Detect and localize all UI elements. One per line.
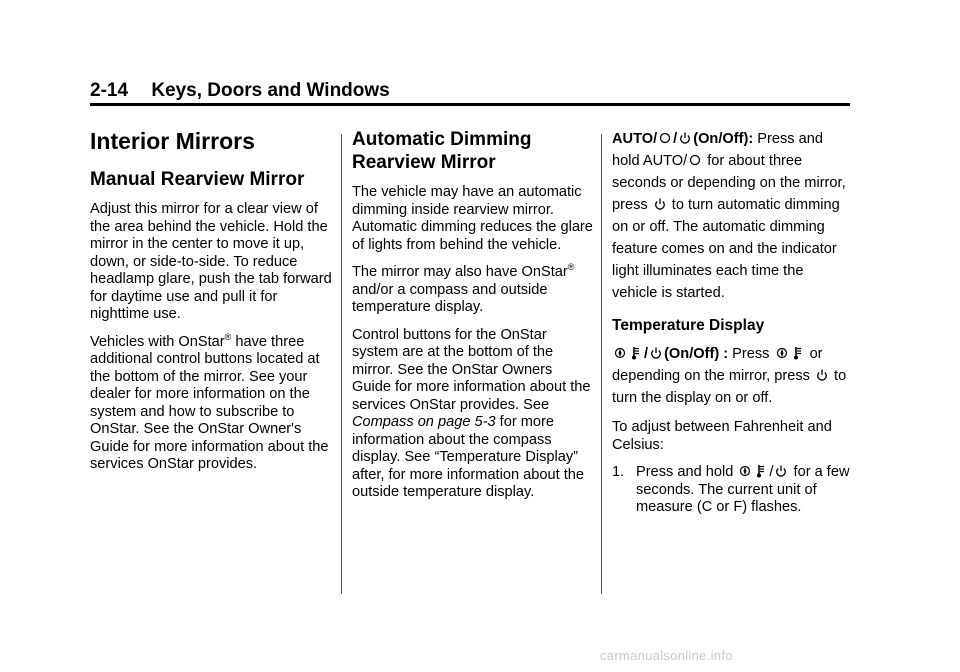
step-number: 1.	[612, 464, 625, 480]
page-header	[90, 80, 390, 102]
column-divider	[601, 134, 602, 594]
auto-dimming-paragraph: AUTO/ / (On/Off): Press and hold AUTO/ for about three seconds or depending on the mirror, press to turn automatic dimming on or off. The automatic dimming feature comes on and the indicator light illuminates each time the vehicle is started.	[612, 131, 846, 301]
power-icon	[654, 197, 666, 211]
watermark: carmanualsonline.info	[600, 648, 733, 663]
list-item	[612, 464, 852, 517]
auto-dimming-icon	[659, 131, 671, 145]
thermometer-icon	[630, 346, 642, 360]
paragraph: To adjust between Fahrenheit and Celsius:	[612, 419, 832, 453]
compass-icon	[614, 346, 626, 360]
temperature-display-heading: Temperature Display	[612, 317, 765, 334]
compass-icon	[739, 464, 751, 478]
power-icon	[775, 464, 787, 478]
page-number: 2-14	[90, 80, 129, 101]
thermometer-icon	[755, 464, 767, 478]
column-1	[90, 128, 332, 484]
paragraph: Adjust this mirror for a clear view of the area behind the vehicle. Hold the mirror in the center to move it up, down, or side-to-side. To reduce headlamp glare, push the tab forward for daytime use and pull it for nighttime use.	[90, 201, 332, 322]
step-text: Press and hold / for a few seconds. The current unit of measure (C or F) flashes.	[636, 464, 850, 515]
column-divider	[341, 134, 342, 594]
compass-icon	[776, 346, 788, 360]
paragraph: The mirror may also have OnStar® and/or a compass and outside temperature display.	[352, 262, 575, 315]
temperature-paragraph: / (On/Off) : Press or depending on the mirror, press to turn the display on or off.	[612, 346, 847, 406]
section-heading-auto-dimming: Automatic Dimming Rearview Mirror	[352, 129, 532, 173]
power-icon	[650, 346, 662, 360]
column-3	[612, 128, 852, 517]
power-icon	[679, 131, 691, 145]
column-2	[352, 128, 594, 512]
page-title: Interior Mirrors	[90, 128, 255, 154]
registered-mark: ®	[567, 262, 575, 273]
power-icon	[816, 368, 828, 382]
paragraph: The vehicle may have an automatic dimming inside rearview mirror. Automatic dimming reduces the glare of lights from behind the vehicle.	[352, 184, 593, 253]
section-title: Keys, Doors and Windows	[151, 80, 390, 101]
paragraph: Vehicles with OnStar® have three additional control buttons located at the bottom of the mirror. See your dealer for more information on the system and how to subscribe to OnStar. See the OnStar Owner's Guide for more information about the services OnStar provides.	[90, 331, 329, 472]
header-rule	[90, 103, 850, 106]
section-heading-manual-mirror: Manual Rearview Mirror	[90, 169, 305, 190]
thermometer-icon	[792, 346, 804, 360]
auto-dimming-icon	[689, 153, 701, 167]
compass-page-reference[interactable]: Compass on page 5-3	[352, 414, 496, 430]
registered-mark: ®	[224, 331, 232, 342]
paragraph: Control buttons for the OnStar system are at the bottom of the mirror. See the OnStar Owners Guide for more information about the services OnStar provides. See Compass on page 5-3 for more information about the compass display. See “Temperature Display” after, for more information about the outside temperature display.	[352, 326, 591, 500]
